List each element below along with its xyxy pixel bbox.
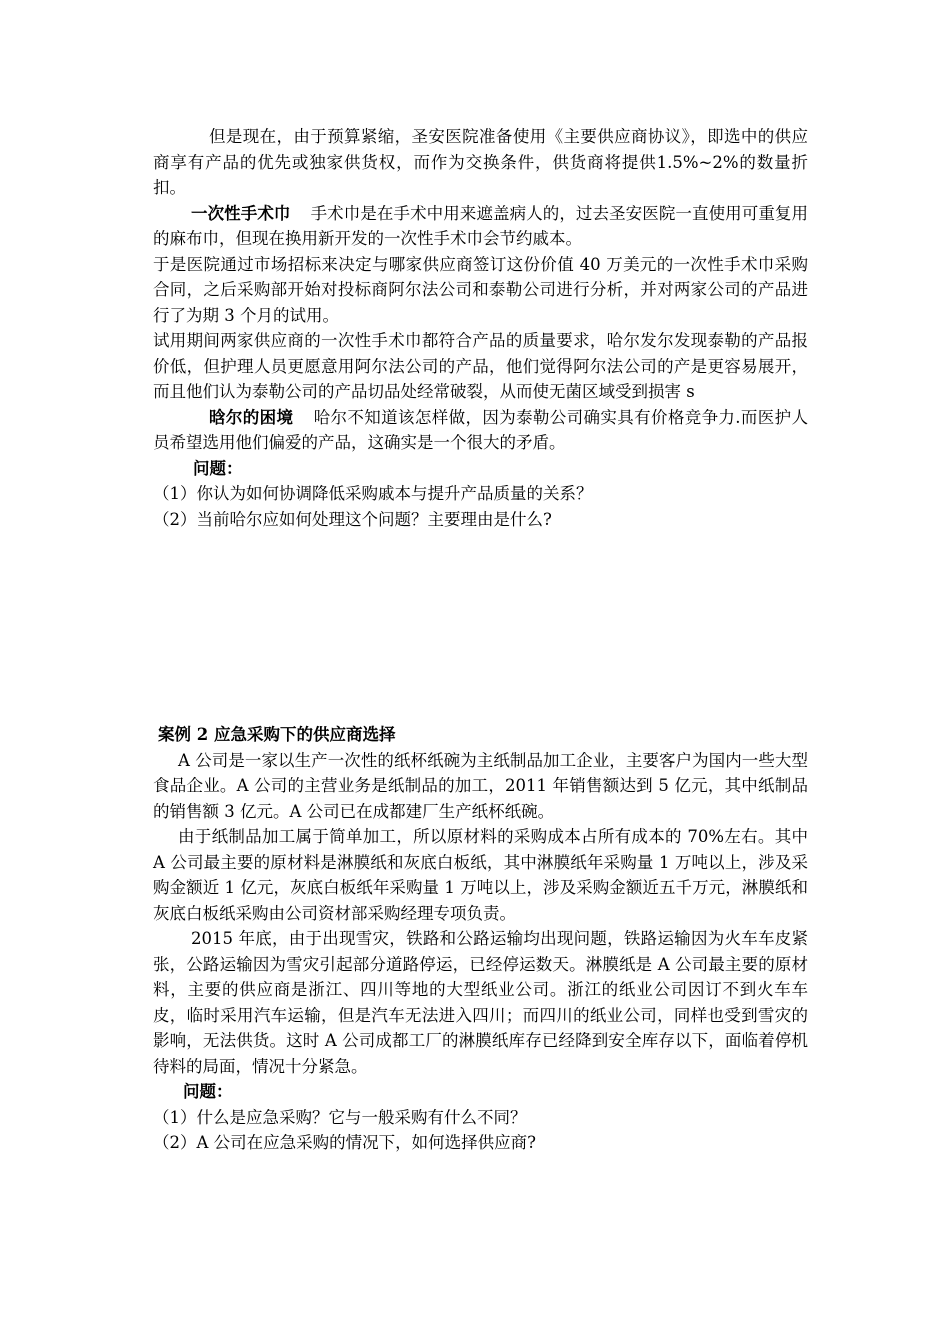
surgical-towel-heading: 一次性手术巾: [191, 203, 291, 223]
case1-paragraph-budget: 但是现在，由于预算紧缩，圣安医院准备使用《主要供应商协议》，即选中的供应商享有产品的优先或独家供货权，而作为交换条件，供货商将提供1.5%~2%的数量折扣。: [153, 127, 808, 197]
case2-question-2: （2）A 公司在应急采购的情况下，如何选择供应商?: [153, 1133, 537, 1152]
case2-question-title: 问题：: [183, 1082, 233, 1101]
case1-paragraph-surgical-towel: [153, 201, 808, 252]
case1-question-title: 问题：: [193, 458, 243, 478]
case2-title: 案例 2 应急采购下的供应商选择: [158, 725, 396, 744]
case2-question-1: （1）什么是应急采购？它与一般采购有什么不同？: [153, 1107, 527, 1127]
case1-question-2: （2）当前哈尔应如何处理这个问题？主要理由是什么?: [153, 509, 552, 529]
case1-paragraph-dilemma: [153, 405, 808, 456]
case2-paragraph-materials: 由于纸制品加工属于简单加工，所以原材料的采购成本占所有成本的 70%左右。其中 A 公司最主要的原材料是淋膜纸和灰底白板纸，其中淋膜纸年采购量 1 万吨以上，涉及采购金额近 1 亿元，灰底白板纸年采购量 1 万吨以上，涉及采购金额近五千万元，淋膜纸和灰底白板纸采购由公司资材部采购经理专项负责。: [153, 827, 808, 923]
dilemma-heading: 晗尔的困境: [209, 407, 294, 427]
case2-paragraph-company: A 公司是一家以生产一次性的纸杯纸碗为主纸制品加工企业，主要客户为国内一些大型食品企业。A 公司的主营业务是纸制品的加工，2011 年销售额达到 5 亿元，其中纸制品的销售额 3 亿元。A 公司已在成都建厂生产纸杯纸碗。: [153, 750, 808, 821]
surgical-towel-text: 手术巾是在手术中用来遮盖病人的，过去圣安医院一直使用可重复用的麻布巾，但现在换用新开发的一次性手术巾会节约戚本。: [153, 203, 809, 248]
case2-body: [153, 722, 808, 1156]
case2-paragraph-snow-disaster: 2015 年底，由于出现雪灾，铁路和公路运输均出现问题，铁路运输因为火车车皮紧张，公路运输因为雪灾引起部分道路停运，已经停运数天。淋膜纸是 A 公司最主要的原材料，主要的供应商是浙江、四川等地的大型纸业公司。浙江的纸业公司因订不到火车车皮，临时采用汽车运输，但是汽车无法进入四川；而四川的纸业公司，同样也受到雪灾的影响，无法供货。这时 A 公司成都工厂的淋膜纸库存已经降到安全库存以下，面临着停机待料的局面，情况十分紧急。: [153, 929, 808, 1076]
case1-paragraph-tender: 于是医院通过市场招标来决定与哪家供应商签订这份价值 40 万美元的一次性手术巾采购合同，之后采购部开始对投标商阿尔法公司和泰勒公司进行分析，并对两家公司的产品进行了为期 3 个月的试用。: [153, 254, 808, 325]
dilemma-text: 哈尔不知道该怎样做，因为泰勒公司确实具有价格竞争力.而医护人员希望选用他们偏爱的产品，这确实是一个很大的矛盾。: [153, 407, 809, 452]
case1-question-1: （1）你认为如何协调降低采购戚本与提升产品质量的关系？: [153, 484, 593, 503]
case1-body: [153, 124, 808, 532]
case1-paragraph-trial: 试用期间两家供应商的一次性手术巾都符合产品的质量要求，哈尔发尔发现泰勒的产品报价低，但护理人员更愿意用阿尔法公司的产品，他们觉得阿尔法公司的产是更容易展开，而且他们认为泰勒公司的产品切品处经常破裂，从而使无菌区域受到损害 s: [153, 331, 808, 401]
